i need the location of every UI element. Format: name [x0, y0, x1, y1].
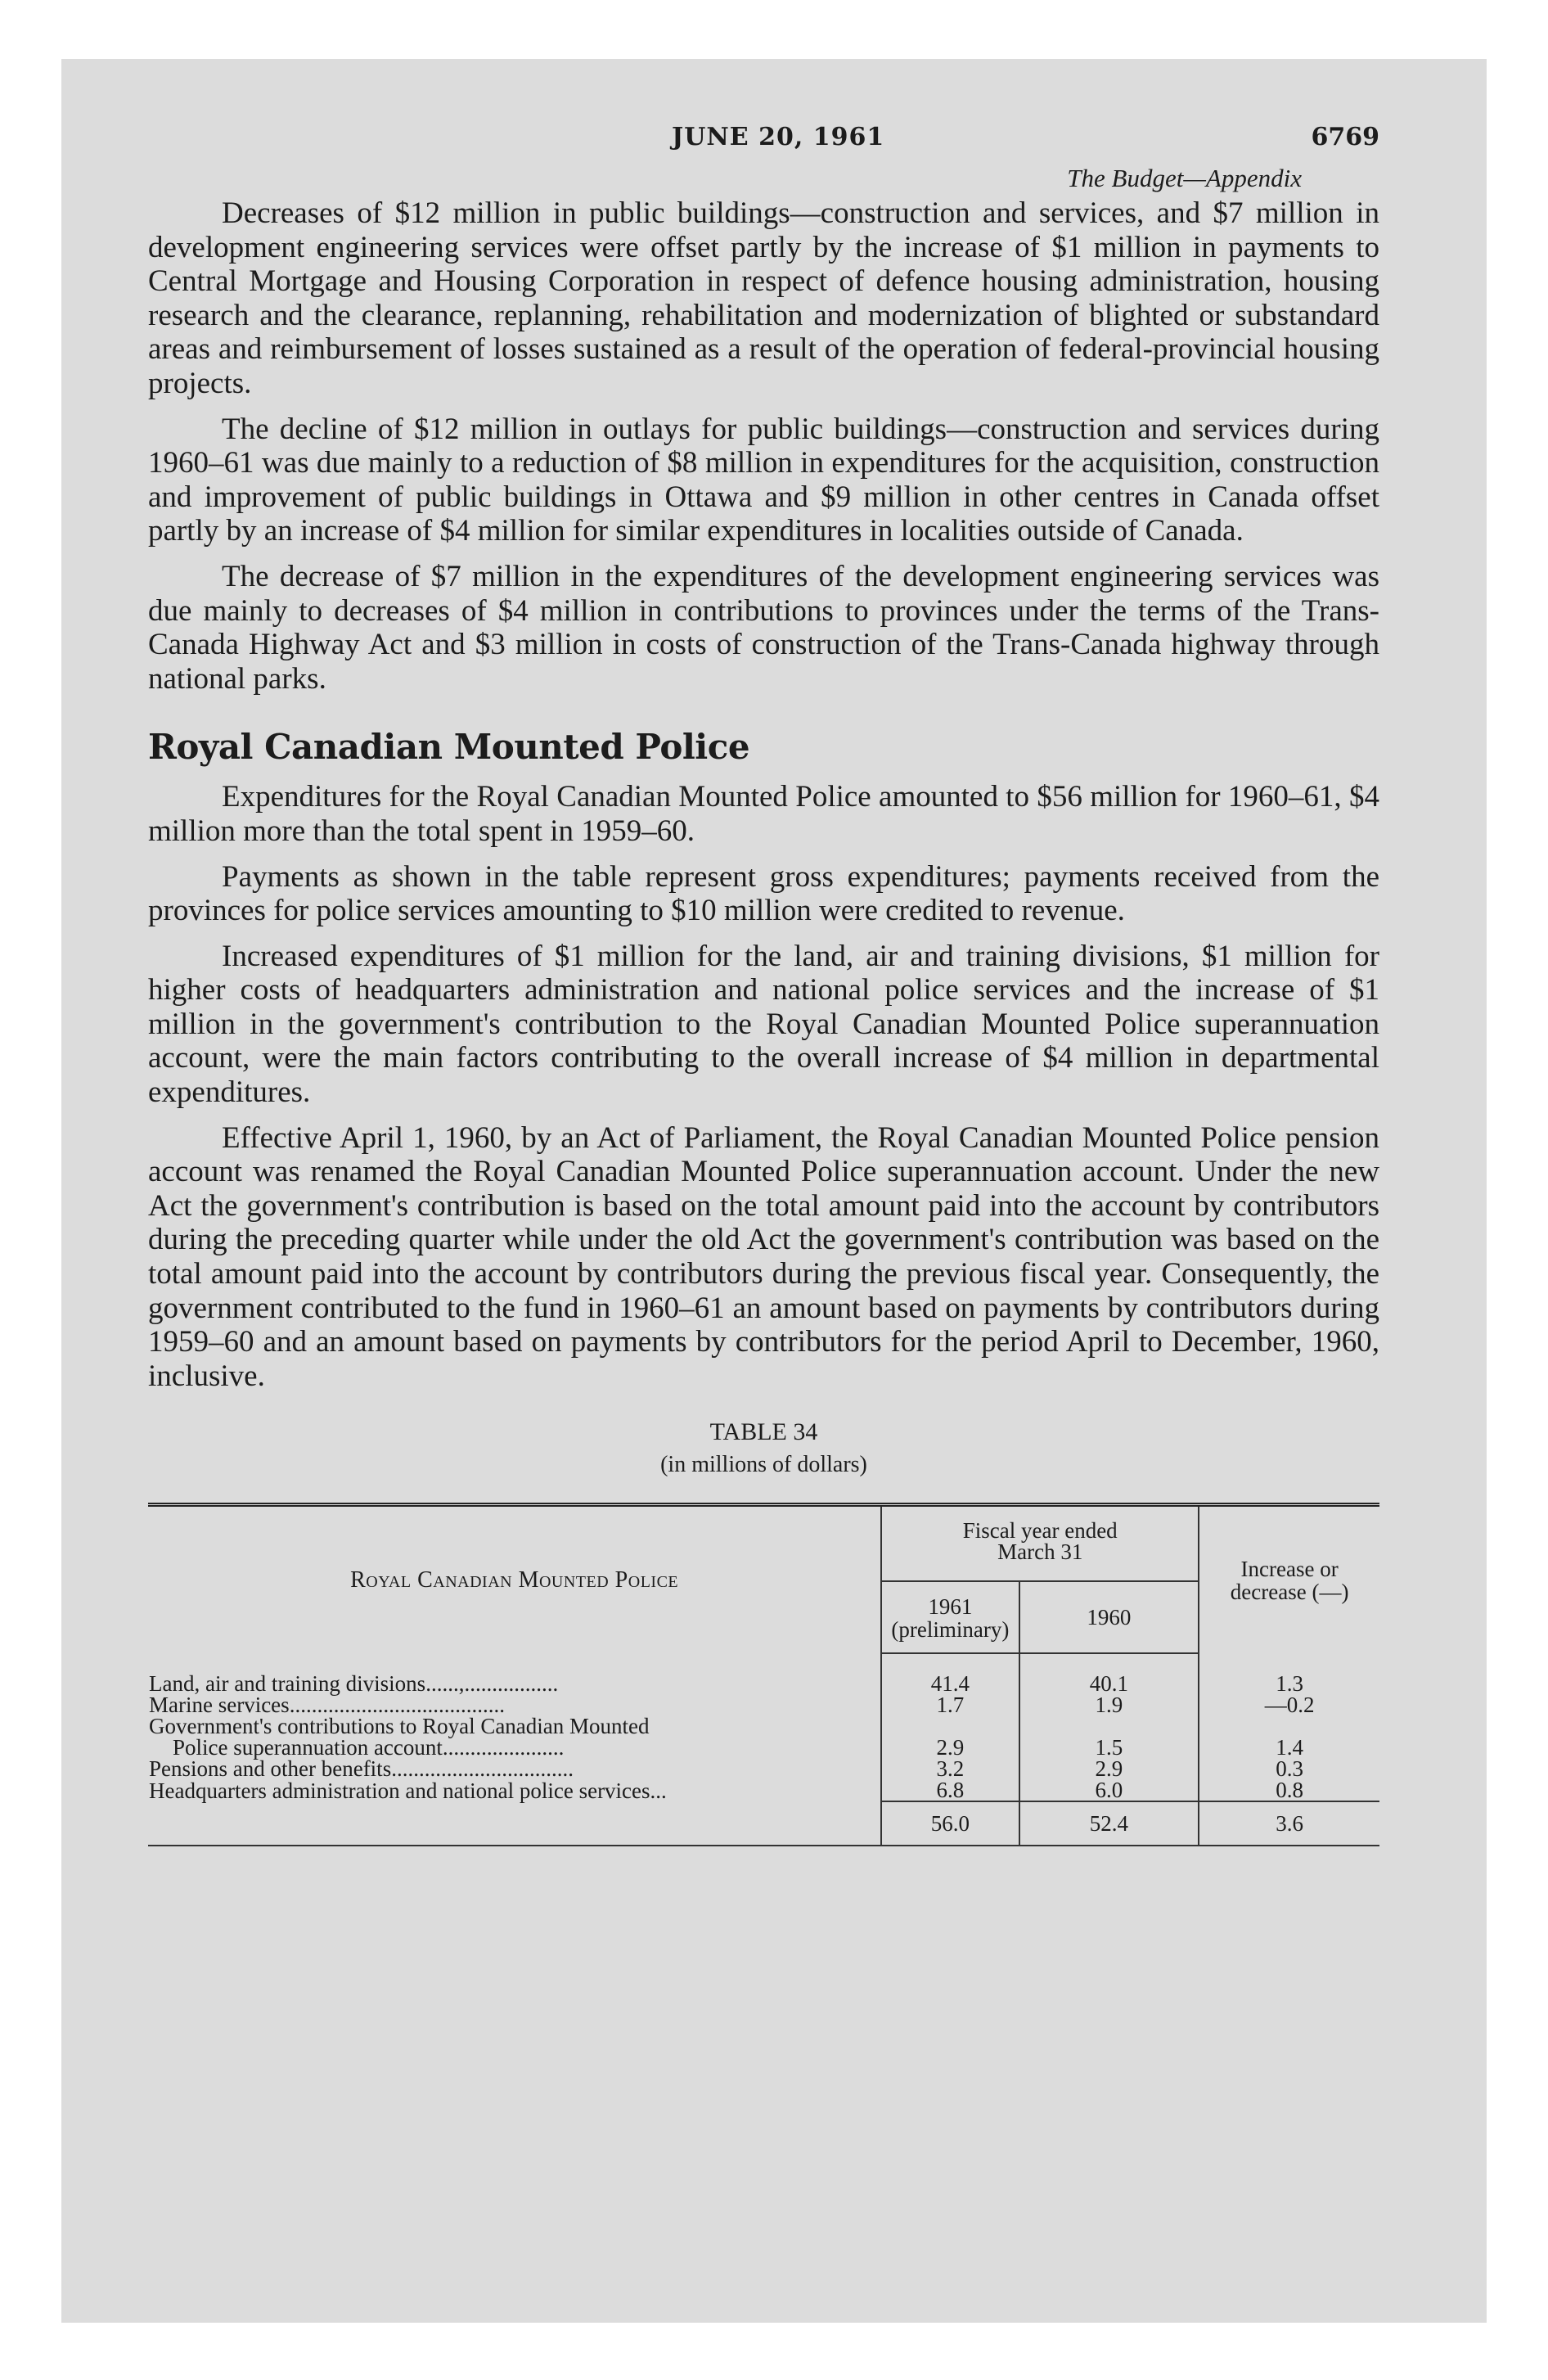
paragraph: The decline of $12 million in outlays for public buildings—construction and services during 1960–61 was due mainly to a reduction of $8 million in expenditures for the acquisition, construction and improvement of public buildings in Ottawa and $9 million in other centres in Canada offset partly by an increase of $4 million for similar expenditures in localities outside of Canada. [148, 412, 1379, 548]
running-head [148, 123, 1379, 160]
paragraph: Expenditures for the Royal Canadian Mounted Police amounted to $56 million for 1960–61, $4 million more than the total spent in 1959–60. [148, 780, 1379, 848]
paragraph: Decreases of $12 million in public buildings—construction and services, and $7 million in development engineering services were offset partly by the increase of $1 million in payments to Central Mortgage and Housing Corporation in respect of defence housing administration, housing research and the clearance, replanning, rehabilitation and modernization of blighted or substandard areas and reimbursement of losses sustained as a result of the operation of federal-provincial housing projects. [148, 196, 1379, 400]
change-header: Increase or decrease (—) [1199, 1505, 1379, 1654]
col-1960-header: 1960 [1019, 1581, 1199, 1653]
page-content [148, 123, 1379, 1846]
table-row: Police superannuation account...................... 2.9 1.5 1.4 [148, 1737, 1379, 1758]
paragraph: Payments as shown in the table represent gross expenditures; payments received from the provinces for police services amounting to $10 million were credited to revenue. [148, 859, 1379, 928]
page-date: JUNE 20, 1961 [672, 123, 885, 151]
table-title: TABLE 34 [709, 1418, 818, 1446]
col-1961-header: 1961 (preliminary) [881, 1581, 1019, 1653]
expenditure-table [148, 1503, 1379, 1845]
group-header: Fiscal year ended March 31 [881, 1505, 1199, 1582]
table-row: Headquarters administration and national police services... 6.8 6.0 0.8 [148, 1779, 1379, 1801]
section-tag: The Budget—Appendix [1067, 164, 1302, 192]
paragraph: Effective April 1, 1960, by an Act of Parliament, the Royal Canadian Mounted Police pension account was renamed the Royal Canadian Mounted Police superannuation account. Under the new Act the government's contribution is based on the total amount paid into the account by contributors during the preceding quarter while under the old Act the government's contribution was based on the total amount paid into the account by contributors during the previous fiscal year. Consequently, the government contributed to the fund in 1960–61 an amount based on payments by contributors during 1959–60 and an amount based on payments by contributors for the period April to December, 1960, inclusive. [148, 1120, 1379, 1393]
section-heading: Royal Canadian Mounted Police [148, 727, 750, 768]
table-row: Marine services....................................... 1.7 1.9 —0.2 [148, 1694, 1379, 1715]
table-unit: (in millions of dollars) [660, 1452, 867, 1478]
paragraph: The decrease of $7 million in the expenditures of the development engineering services was due mainly to decreases of $4 million in contributions to provinces under the terms of the Trans-Canada Highway Act and $3 million in costs of construction of the Trans-Canada highway through national parks. [148, 559, 1379, 696]
stub-header: Royal Canadian Mounted Police [148, 1505, 881, 1654]
page-number: 6769 [1311, 123, 1379, 151]
paragraph: Increased expenditures of $1 million for the land, air and training divisions, $1 million for higher costs of headquarters administration and national police services and the increase of $1 million in the government's contribution to the Royal Canadian Mounted Police superannuation account, were the main factors contributing to the overall increase of $4 million in departmental expenditures. [148, 939, 1379, 1110]
table-caption [148, 1416, 1379, 1481]
table-row: Government's contributions to Royal Canadian Mounted [148, 1715, 1379, 1737]
table-row: Pensions and other benefits................................. 3.2 2.9 0.3 [148, 1758, 1379, 1779]
table-row: Land, air and training divisions......,................. 41.4 40.1 1.3 [148, 1673, 1379, 1694]
table-total-row: 56.0 52.4 3.6 [148, 1801, 1379, 1845]
table-bottom-rule [148, 1845, 1379, 1846]
